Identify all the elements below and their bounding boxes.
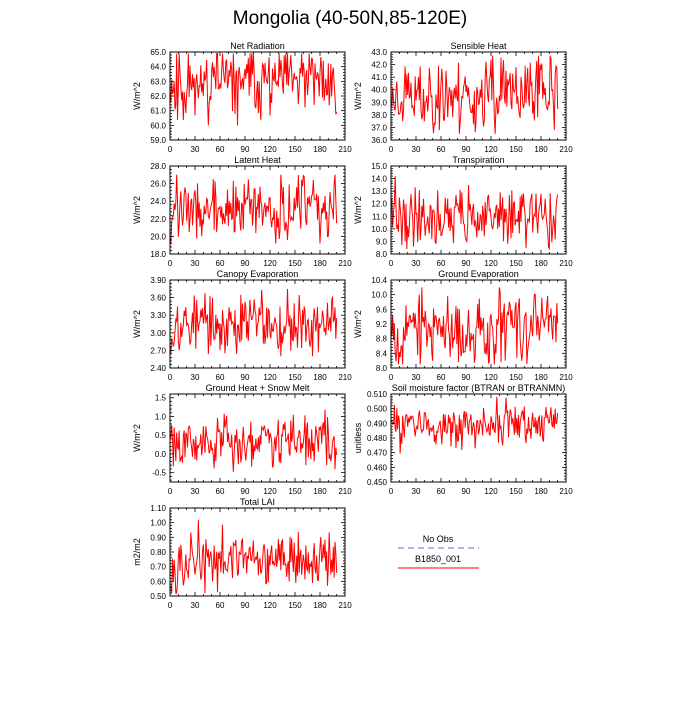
x-tick-label: 30 xyxy=(190,373,200,382)
series-line-b1850_001 xyxy=(171,410,337,472)
y-tick-label: 0.470 xyxy=(366,448,387,458)
x-tick-label: 210 xyxy=(338,373,352,382)
y-tick-label: 0.70 xyxy=(150,562,166,572)
x-tick-label: 150 xyxy=(288,487,302,496)
x-tick-label: 150 xyxy=(288,373,302,382)
x-tick-label: 150 xyxy=(509,487,523,496)
x-tick-label: 30 xyxy=(190,601,200,610)
y-tick-label: 0.80 xyxy=(150,548,166,557)
x-tick-label: 150 xyxy=(509,373,523,382)
panel-3 xyxy=(132,155,352,268)
y-tick-label: 64.0 xyxy=(150,62,166,72)
series-line-b1850_001 xyxy=(171,520,337,593)
x-tick-label: 90 xyxy=(240,373,250,382)
y-tick-label: 0.480 xyxy=(366,434,387,443)
x-tick-label: 60 xyxy=(215,487,225,496)
x-tick-label: 180 xyxy=(534,145,548,154)
x-tick-label: 60 xyxy=(436,487,446,496)
y-tick-label: 3.90 xyxy=(150,276,166,285)
x-tick-label: 0 xyxy=(167,145,173,154)
plot-frame xyxy=(391,394,566,482)
panel-title: Sensible Heat xyxy=(450,41,507,51)
y-tick-label: 8.8 xyxy=(375,334,387,344)
x-tick-label: 180 xyxy=(534,487,548,496)
y-tick-label: 65.0 xyxy=(150,48,166,57)
panel-1 xyxy=(132,41,352,154)
y-tick-label: 0.90 xyxy=(150,533,166,543)
y-tick-label: 60.0 xyxy=(150,121,166,131)
x-tick-label: 120 xyxy=(484,259,498,268)
panel-title: Transpiration xyxy=(452,155,505,165)
y-tick-label: 9.0 xyxy=(375,237,387,247)
x-tick-label: 150 xyxy=(288,145,302,154)
x-tick-label: 0 xyxy=(388,487,394,496)
x-tick-label: 180 xyxy=(313,601,327,610)
y-tick-label: 0.450 xyxy=(366,478,387,487)
panel-title: Ground Heat + Snow Melt xyxy=(205,383,310,393)
x-tick-label: 210 xyxy=(338,487,352,496)
series-line-b1850_001 xyxy=(392,397,558,454)
y-tick-label: 0.50 xyxy=(150,592,166,601)
series-line-b1850_001 xyxy=(392,176,558,249)
x-tick-label: 150 xyxy=(288,259,302,268)
y-tick-label: 13.0 xyxy=(371,187,387,197)
series-line-b1850_001 xyxy=(392,287,558,364)
x-tick-label: 60 xyxy=(215,601,225,610)
y-tick-label: 2.40 xyxy=(150,364,166,373)
y-tick-label: 3.00 xyxy=(150,328,166,338)
x-tick-label: 60 xyxy=(436,373,446,382)
panel-8 xyxy=(353,383,573,496)
x-tick-label: 180 xyxy=(313,373,327,382)
panel-title: Soil moisture factor (BTRAN or BTRANMN) xyxy=(391,383,566,393)
x-tick-label: 30 xyxy=(190,487,200,496)
y-tick-label: 18.0 xyxy=(150,250,166,259)
x-tick-label: 0 xyxy=(167,373,173,382)
y-tick-label: 8.0 xyxy=(375,364,387,373)
x-tick-label: 120 xyxy=(263,601,277,610)
x-tick-label: 60 xyxy=(215,373,225,382)
x-tick-label: 90 xyxy=(461,145,471,154)
x-tick-label: 180 xyxy=(313,145,327,154)
panel-title: Canopy Evaporation xyxy=(216,269,299,279)
x-tick-label: 0 xyxy=(388,259,394,268)
x-tick-label: 90 xyxy=(461,259,471,268)
x-tick-label: 90 xyxy=(240,259,250,268)
x-tick-label: 60 xyxy=(436,259,446,268)
y-tick-label: 43.0 xyxy=(371,48,387,57)
y-tick-label: 0.490 xyxy=(366,419,387,429)
x-tick-label: 90 xyxy=(461,373,471,382)
panel-5 xyxy=(132,269,352,382)
y-tick-label: 38.0 xyxy=(371,110,387,120)
x-tick-label: 30 xyxy=(190,259,200,268)
y-tick-label: 2.70 xyxy=(150,346,166,356)
x-tick-label: 180 xyxy=(534,259,548,268)
legend xyxy=(398,534,479,568)
y-tick-label: 3.30 xyxy=(150,311,166,321)
y-tick-label: 0.60 xyxy=(150,577,166,587)
y-tick-label: 59.0 xyxy=(150,136,166,145)
y-tick-label: 24.0 xyxy=(150,197,166,207)
series-line-b1850_001 xyxy=(392,56,558,134)
x-tick-label: 210 xyxy=(338,145,352,154)
y-tick-label: 62.0 xyxy=(150,92,166,101)
x-tick-label: 210 xyxy=(559,259,573,268)
y-axis-label: W/m^2 xyxy=(132,82,142,110)
y-tick-label: 15.0 xyxy=(371,162,387,171)
series-line-b1850_001 xyxy=(171,289,337,356)
x-tick-label: 60 xyxy=(436,145,446,154)
x-tick-label: 30 xyxy=(411,373,421,382)
x-tick-label: 30 xyxy=(411,145,421,154)
series-line-b1850_001 xyxy=(171,175,337,244)
x-tick-label: 120 xyxy=(263,145,277,154)
x-tick-label: 180 xyxy=(313,487,327,496)
y-tick-label: 22.0 xyxy=(150,214,166,224)
y-tick-label: 36.0 xyxy=(371,136,387,145)
y-tick-label: 9.6 xyxy=(375,305,387,315)
panel-title: Total LAI xyxy=(239,497,276,507)
x-tick-label: 0 xyxy=(167,601,173,610)
x-tick-label: 0 xyxy=(167,259,173,268)
y-tick-label: 26.0 xyxy=(150,179,166,189)
x-tick-label: 90 xyxy=(240,601,250,610)
x-tick-label: 90 xyxy=(461,487,471,496)
figure-title: Mongolia (40-50N,85-120E) xyxy=(232,8,468,29)
y-tick-label: 11.0 xyxy=(372,212,387,222)
y-axis-label: W/m^2 xyxy=(353,196,363,224)
x-tick-label: 150 xyxy=(288,601,302,610)
y-axis-label: W/m^2 xyxy=(353,310,363,338)
y-tick-label: 0.510 xyxy=(366,390,387,399)
x-tick-label: 30 xyxy=(411,487,421,496)
y-tick-label: 0.5 xyxy=(154,431,166,441)
y-tick-label: -0.5 xyxy=(152,468,166,478)
x-tick-label: 180 xyxy=(534,373,548,382)
x-tick-label: 120 xyxy=(263,487,277,496)
y-tick-label: 0.0 xyxy=(154,449,166,459)
y-tick-label: 14.0 xyxy=(371,174,387,184)
y-tick-label: 10.0 xyxy=(371,290,387,300)
y-tick-label: 10.0 xyxy=(371,224,387,234)
y-tick-label: 9.2 xyxy=(375,320,387,329)
x-tick-label: 210 xyxy=(559,145,573,154)
x-tick-label: 120 xyxy=(484,487,498,496)
x-tick-label: 180 xyxy=(313,259,327,268)
panel-title: Ground Evaporation xyxy=(438,269,519,279)
panel-7 xyxy=(132,383,352,496)
y-axis-label: W/m^2 xyxy=(132,310,142,338)
x-tick-label: 150 xyxy=(509,145,523,154)
x-tick-label: 0 xyxy=(167,487,173,496)
x-tick-label: 90 xyxy=(240,487,250,496)
y-axis-label: W/m^2 xyxy=(353,82,363,110)
x-tick-label: 60 xyxy=(215,145,225,154)
y-tick-label: 39.0 xyxy=(371,98,387,108)
y-tick-label: 63.0 xyxy=(150,77,166,87)
series-line-b1850_001 xyxy=(171,53,337,125)
y-tick-label: 37.0 xyxy=(371,123,387,133)
y-axis-label: m2/m2 xyxy=(132,538,142,566)
x-tick-label: 150 xyxy=(509,259,523,268)
x-tick-label: 210 xyxy=(559,373,573,382)
panel-4 xyxy=(353,155,573,268)
y-tick-label: 1.0 xyxy=(154,412,166,422)
x-tick-label: 90 xyxy=(240,145,250,154)
panel-2 xyxy=(353,41,573,154)
y-tick-label: 1.00 xyxy=(150,518,166,528)
panel-6 xyxy=(353,269,573,382)
x-tick-label: 120 xyxy=(484,145,498,154)
y-tick-label: 1.5 xyxy=(154,393,166,403)
x-tick-label: 210 xyxy=(338,601,352,610)
y-tick-label: 3.60 xyxy=(150,293,166,303)
y-tick-label: 61.0 xyxy=(150,106,166,116)
legend-label-no-obs: No Obs xyxy=(422,534,454,544)
x-tick-label: 30 xyxy=(190,145,200,154)
y-tick-label: 10.4 xyxy=(371,276,387,285)
y-tick-label: 8.0 xyxy=(375,250,387,259)
x-tick-label: 120 xyxy=(263,373,277,382)
panel-title: Net Radiation xyxy=(230,41,285,51)
x-tick-label: 210 xyxy=(338,259,352,268)
y-tick-label: 0.460 xyxy=(366,463,387,473)
y-axis-label: W/m^2 xyxy=(132,424,142,452)
y-tick-label: 8.4 xyxy=(375,349,387,359)
y-tick-label: 20.0 xyxy=(150,232,166,242)
x-tick-label: 210 xyxy=(559,487,573,496)
panel-9 xyxy=(132,497,352,610)
x-tick-label: 120 xyxy=(484,373,498,382)
y-tick-label: 0.500 xyxy=(366,404,387,414)
legend-label-b1850-001: B1850_001 xyxy=(414,554,462,564)
y-tick-label: 41.0 xyxy=(371,73,387,83)
y-axis-label: W/m^2 xyxy=(132,196,142,224)
x-tick-label: 0 xyxy=(388,373,394,382)
y-tick-label: 12.0 xyxy=(371,199,387,209)
x-tick-label: 120 xyxy=(263,259,277,268)
y-tick-label: 42.0 xyxy=(371,60,387,70)
x-tick-label: 30 xyxy=(411,259,421,268)
panel-title: Latent Heat xyxy=(234,155,281,165)
y-tick-label: 40.0 xyxy=(371,85,387,95)
x-tick-label: 0 xyxy=(388,145,394,154)
y-tick-label: 28.0 xyxy=(150,162,166,171)
y-tick-label: 1.10 xyxy=(150,504,166,513)
y-axis-label: unitless xyxy=(353,422,363,454)
x-tick-label: 60 xyxy=(215,259,225,268)
